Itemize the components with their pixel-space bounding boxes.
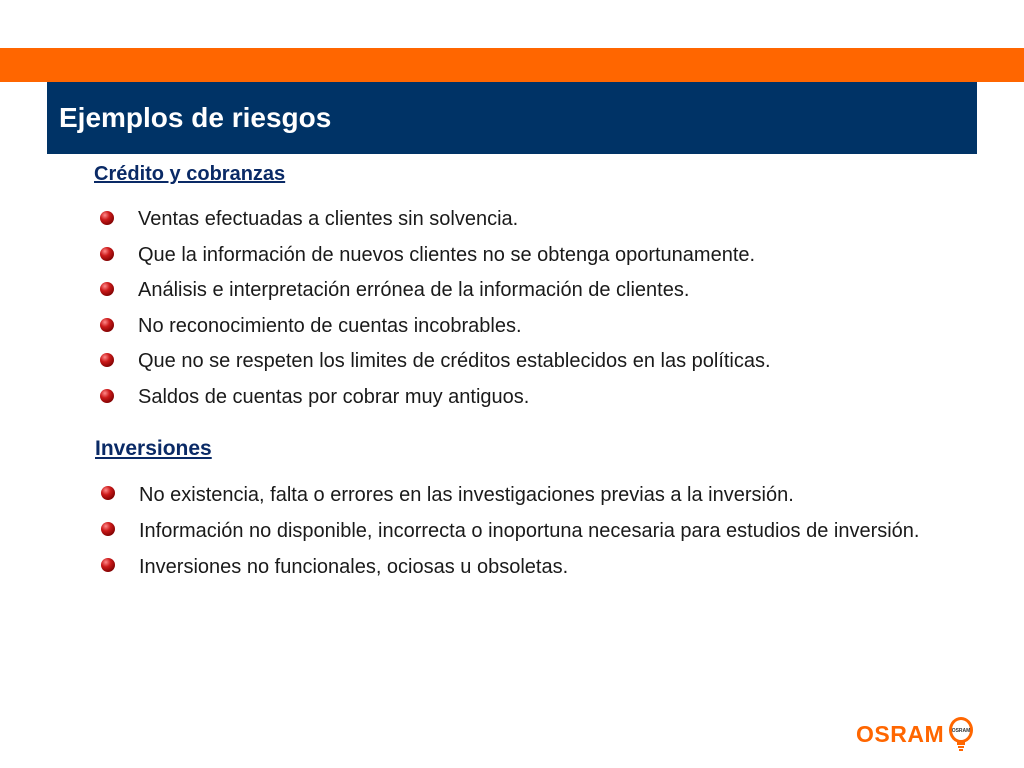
inversiones-risk-list (101, 481, 961, 589)
list-item (101, 517, 961, 545)
bullet-icon (101, 486, 115, 500)
list-item-text: Que no se respeten los limites de créditos establecidos en las políticas. (138, 350, 771, 373)
bulb-text: OSRAM (951, 728, 971, 734)
bullet-icon (101, 522, 115, 536)
page-title: Ejemplos de riesgos (59, 102, 332, 133)
osram-logo (856, 716, 974, 752)
list-item (101, 553, 961, 581)
bullet-icon (100, 318, 114, 332)
bullet-icon (100, 211, 114, 225)
list-item-text: Análisis e interpretación errónea de la información de clientes. (138, 279, 690, 302)
list-item-text: Ventas efectuadas a clientes sin solvencia. (138, 208, 519, 230)
orange-accent-band (0, 48, 1024, 82)
section-heading-credito: Crédito y cobranzas (94, 163, 286, 185)
list-item (101, 481, 961, 509)
credito-risk-list (100, 206, 960, 420)
list-item (100, 384, 960, 410)
logo-wordmark: OSRAM (856, 720, 945, 747)
bullet-icon (100, 389, 114, 403)
list-item-text: No reconocimiento de cuentas incobrables. (138, 314, 522, 337)
bullet-icon (100, 353, 114, 367)
list-item-text: Inversiones no funcionales, ociosas u obsoletas. (139, 556, 569, 578)
list-item-text: Que la información de nuevos clientes no se obtenga oportunamente. (138, 243, 756, 266)
title-bar (47, 82, 977, 154)
list-item-text: No existencia, falta o errores en las investigaciones previas a la inversión. (139, 484, 794, 506)
list-item (100, 242, 960, 268)
bullet-icon (100, 282, 114, 296)
section-heading-inversiones: Inversiones (95, 437, 212, 460)
list-item-text: Información no disponible, incorrecta o inoportuna necesaria para estudios de inversión. (139, 520, 920, 542)
bullet-icon (100, 247, 114, 261)
list-item (100, 313, 960, 339)
list-item (100, 277, 960, 303)
bulb-icon (948, 716, 974, 752)
list-item (100, 206, 960, 232)
bullet-icon (101, 558, 115, 572)
list-item (100, 348, 960, 374)
list-item-text: Saldos de cuentas por cobrar muy antiguos. (138, 385, 530, 408)
